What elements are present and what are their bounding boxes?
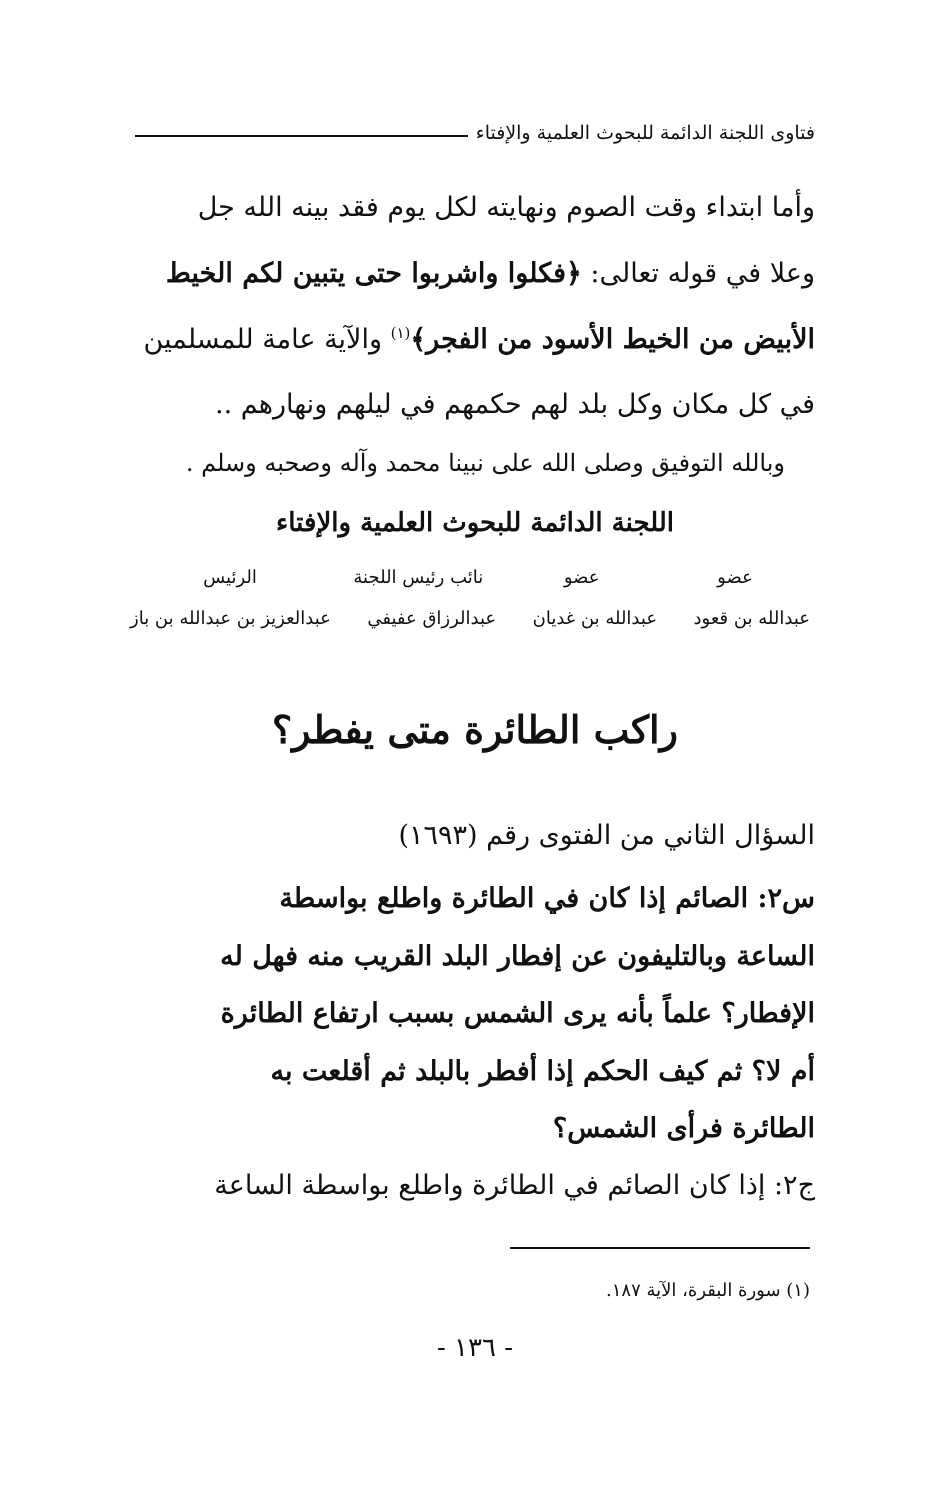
paragraph-line-3 — [144, 326, 815, 353]
signatory-title: عضو — [717, 567, 753, 588]
section-title: راكب الطائرة متى يفطر؟ — [272, 707, 678, 752]
paragraph-line-4: في كل مكان وكل بلد لهم حكمهم في ليلهم ونهارهم .. — [215, 389, 815, 420]
page-number: - ١٣٦ - — [436, 1333, 514, 1363]
committee-name: اللجنة الدائمة للبحوث العلمية والإفتاء — [276, 508, 674, 538]
question-line-3: الإفطار؟ علماً بأنه يرى الشمس بسبب ارتفاع الطائرة — [220, 998, 815, 1029]
signatory-names — [130, 608, 810, 629]
footnote-ref: (١) — [390, 324, 411, 342]
footnote: (١) سورة البقرة، الآية ١٨٧. — [606, 1280, 810, 1301]
quran-verse-end: الأبيض من الخيط الأسود من الفجر﴾ — [410, 324, 815, 355]
question-reference: السؤال الثاني من الفتوى رقم (١٦٩٣) — [398, 820, 815, 851]
header-rule — [135, 135, 468, 137]
signatory-titles — [130, 567, 810, 588]
quran-verse-start: ﴿فكلوا واشربوا حتى يتبين لكم الخيط — [165, 258, 582, 289]
running-header — [135, 118, 815, 148]
signatory-name: عبدالرزاق عفيفي — [367, 608, 497, 629]
signatory-name: عبدالله بن غديان — [532, 608, 658, 629]
closing-line: وبالله التوفيق وصلى الله على نبينا محمد وآله وصحبه وسلم . — [185, 449, 785, 477]
signatory-title: عضو — [563, 567, 600, 588]
signatory-name: عبدالعزيز بن عبدالله بن باز — [130, 608, 331, 629]
paragraph-line-1: وأما ابتداء وقت الصوم ونهايته لكل يوم فقد بينه الله جل — [197, 192, 815, 223]
paragraph-line-2-text: وعلا في قوله تعالى: — [581, 258, 815, 289]
signatory-title: نائب رئيس اللجنة — [353, 567, 484, 588]
signatory-title: الرئيس — [203, 567, 257, 588]
question-line-5: الطائرة فرأى الشمس؟ — [552, 1113, 815, 1144]
question-line-4: أم لا؟ ثم كيف الحكم إذا أفطر بالبلد ثم أقلعت به — [270, 1056, 815, 1087]
signatory-name: عبدالله بن قعود — [693, 608, 810, 629]
answer-line-1: ج٢: إذا كان الصائم في الطائرة واطلع بواسطة الساعة — [214, 1170, 815, 1201]
footnote-rule — [510, 1247, 810, 1249]
question-line-2: الساعة وبالتليفون عن إفطار البلد القريب منه فهل له — [220, 941, 815, 972]
paragraph-line-2 — [166, 260, 815, 287]
question-line-1: س٢: الصائم إذا كان في الطائرة واطلع بواسطة — [279, 883, 815, 914]
paragraph-line-3-text: والآية عامة للمسلمين — [143, 324, 391, 355]
running-title: فتاوى اللجنة الدائمة للبحوث العلمية والإفتاء — [475, 122, 815, 144]
